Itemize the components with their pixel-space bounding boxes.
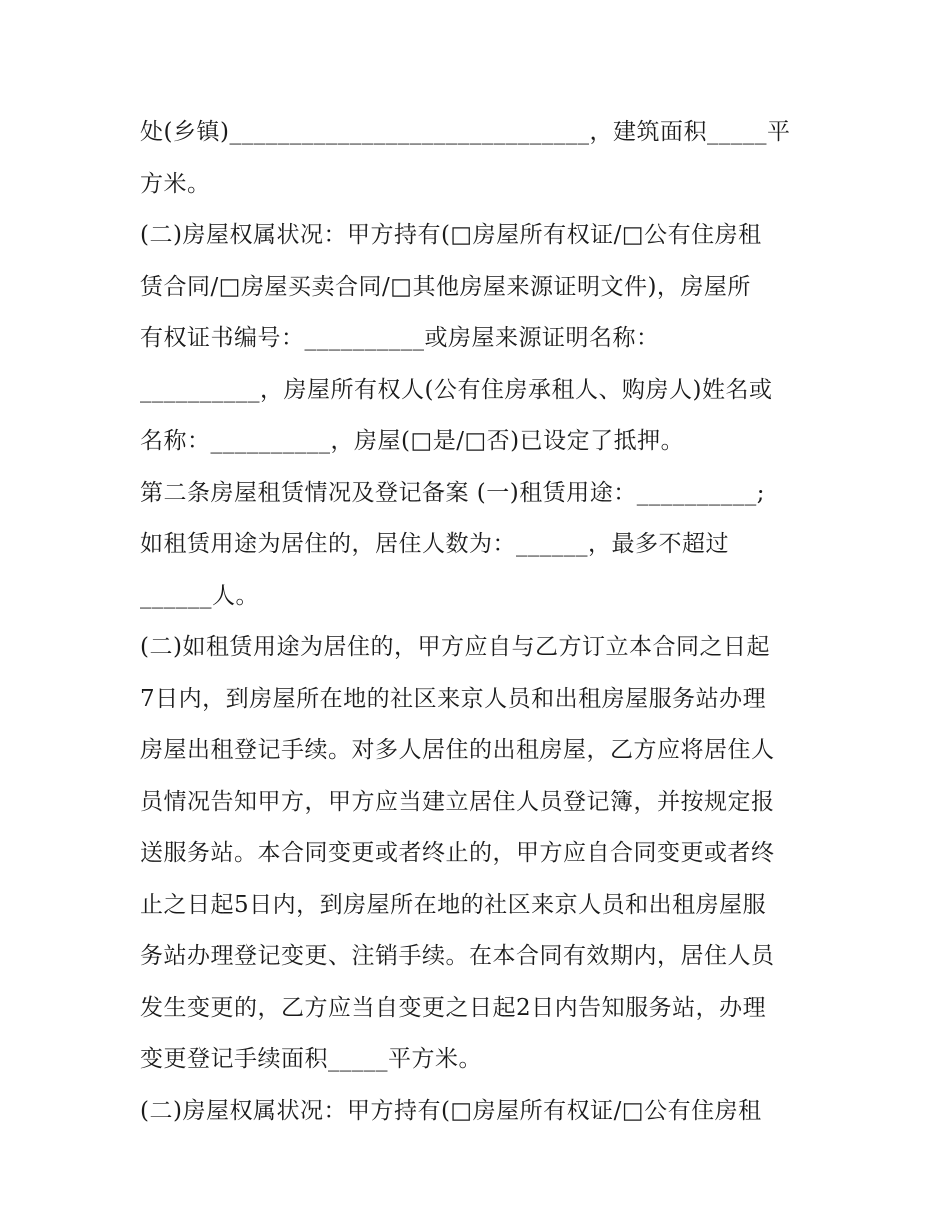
text-line: 第二条房屋租赁情况及登记备案 (一)租赁用途：__________;	[140, 479, 766, 506]
text-line: ______人。	[140, 582, 259, 609]
text-line: 处(乡镇)______________________________，建筑面积_____平	[140, 119, 791, 145]
text-line: 房屋出租登记手续。对多人居住的出租房屋，乙方应将居住人	[140, 737, 775, 763]
text-line: (二)如租赁用途为居住的，甲方应自与乙方订立本合同之日起	[140, 634, 770, 660]
document-body	[140, 107, 820, 1137]
text-line: 有权证书编号：__________或房屋来源证明名称：	[140, 325, 660, 351]
text-line: 7日内，到房屋所在地的社区来京人员和出租房屋服务站办理	[140, 685, 767, 712]
text-line: 发生变更的，乙方应当自变更之日起2日内告知服务站，办理	[140, 994, 767, 1021]
text-line: (二)房屋权属状况：甲方持有(□房屋所有权证/□公有住房租	[140, 222, 762, 248]
text-line: 送服务站。本合同变更或者终止的，甲方应自合同变更或者终	[140, 840, 775, 866]
text-line: 变更登记手续面积_____平方米。	[140, 1046, 482, 1072]
text-line: 如租赁用途为居住的，居住人数为：______，最多不超过	[140, 531, 729, 557]
text-line: 名称：__________，房屋(□是/□否)已设定了抵押。	[140, 428, 685, 454]
text-line: 方米。	[140, 170, 211, 197]
text-line: 务站办理登记变更、注销手续。在本合同有效期内，居住人员	[140, 943, 775, 969]
text-line: 员情况告知甲方，甲方应当建立居住人员登记簿，并按规定报	[140, 788, 775, 815]
text-line: (二)房屋权属状况：甲方持有(□房屋所有权证/□公有住房租	[140, 1097, 762, 1124]
text-line: 止之日起5日内，到房屋所在地的社区来京人员和出租房屋服	[140, 891, 767, 918]
text-line: __________，房屋所有权人(公有住房承租人、购房人)姓名或	[140, 376, 773, 403]
text-line: 赁合同/□房屋买卖合同/□其他房屋来源证明文件)，房屋所	[140, 273, 751, 300]
